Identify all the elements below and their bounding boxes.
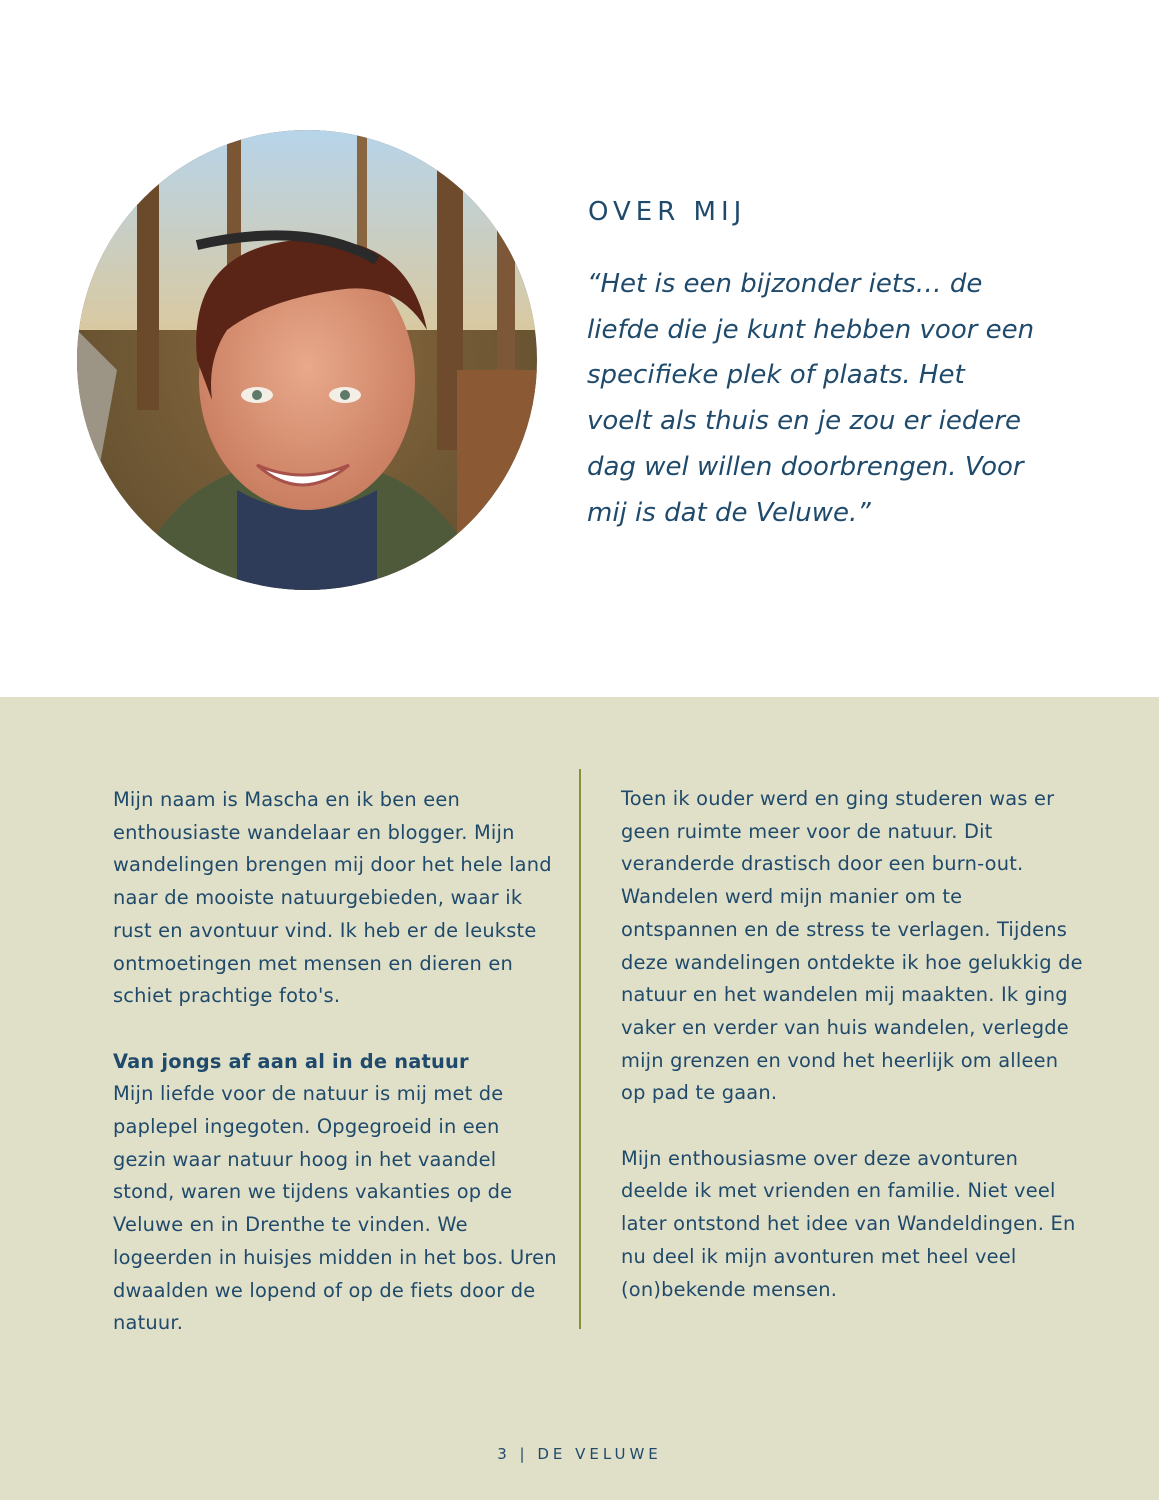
column-divider bbox=[579, 769, 581, 1329]
bio-paragraph: Toen ik ouder werd en ging studeren was er geen ruimte meer voor de natuur. Dit veranderde drastisch door een burn-out. Wandelen werd mijn manier om te ontspannen en de stress te verlagen. Tijdens deze wandelingen ontdekte ik hoe gelukkig de natuur en het wandelen mij maakten. Ik ging vaker en verder van huis wandelen, verlegde mijn grenzen en vond het heerlijk om alleen op pad te gaan. bbox=[621, 787, 1083, 1105]
page-footer: 3 | DE VELUWE bbox=[497, 1445, 662, 1463]
bio-subheading: Van jongs af aan al in de natuur bbox=[113, 1049, 469, 1073]
bio-paragraph: Mijn liefde voor de natuur is mij met de paplepel ingegoten. Opgegroeid in een gezin waar natuur hoog in het vaandel stond, waren we tijdens vakanties op de Veluwe en in Drenthe te vinden. We logeerden in huisjes midden in het bos. Uren dwaalden we lopend of op de fiets door de natuur. bbox=[113, 1082, 557, 1335]
right-column bbox=[621, 783, 1083, 1306]
left-column bbox=[113, 784, 558, 1340]
intro-quote: “Het is een bijzonder iets… de liefde die je kunt hebben voor een specifieke plek of plaats. Het voelt als thuis en je zou er iedere dag wel willen doorbrengen. Voor mij is dat de Veluwe.” bbox=[587, 269, 1035, 528]
section-heading: OVER MIJ bbox=[588, 197, 747, 227]
bio-paragraph: Mijn enthousiasme over deze avonturen deelde ik met vrienden en familie. Niet veel later ontstond het idee van Wandeldingen. En nu deel ik mijn avonturen met heel veel (on)bekende mensen. bbox=[621, 1146, 1076, 1301]
bio-paragraph: Mijn naam is Mascha en ik ben een enthousiaste wandelaar en blogger. Mijn wandelingen brengen mij door het hele land naar de mooiste natuurgebieden, waar ik rust en avontuur vind. Ik heb er de leukste ontmoetingen met mensen en dieren en schiet prachtige foto's. bbox=[113, 788, 552, 1008]
biography-panel bbox=[0, 697, 1159, 1500]
header-section bbox=[0, 0, 1159, 697]
bio-section bbox=[113, 1046, 558, 1340]
portrait-photo bbox=[77, 130, 537, 590]
